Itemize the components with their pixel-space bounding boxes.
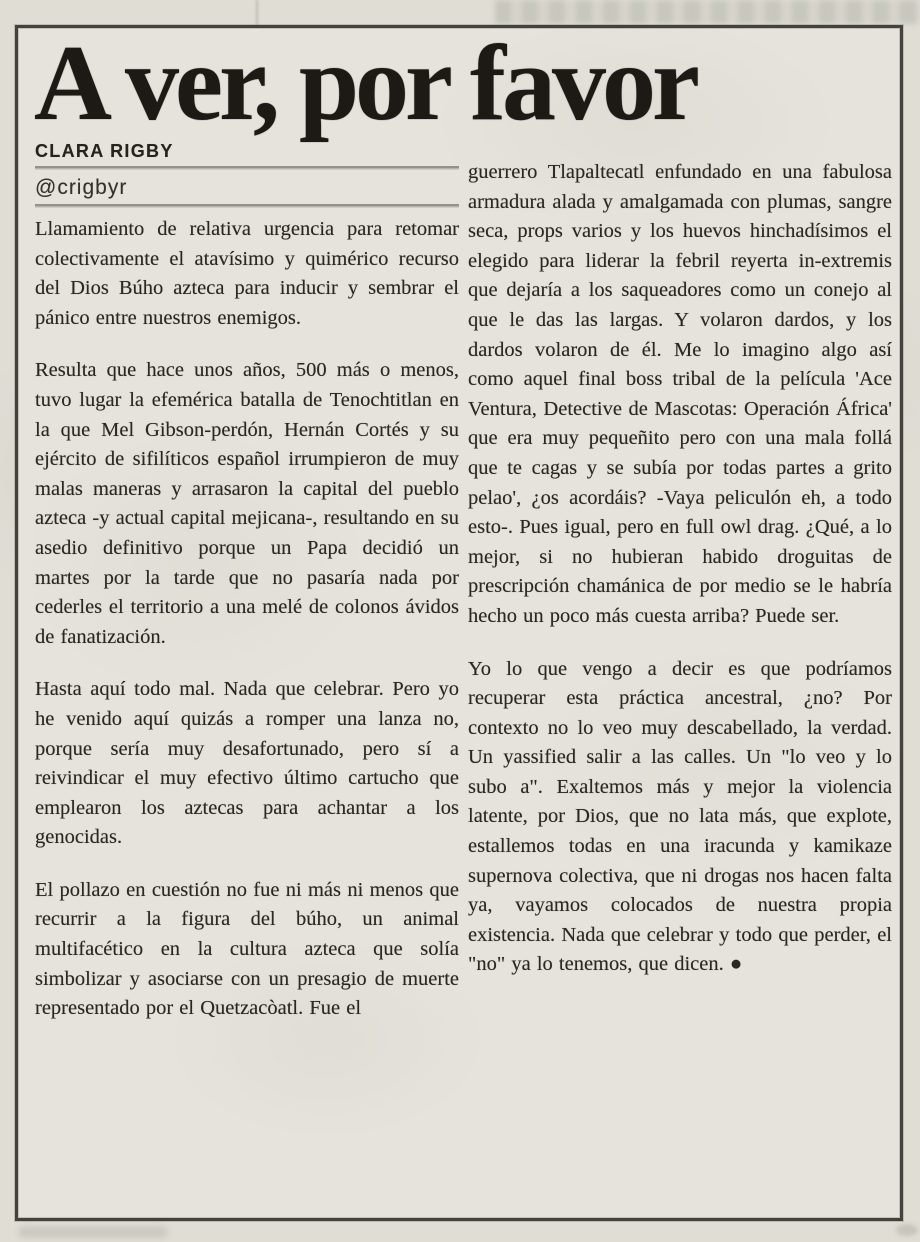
author-name: CLARA RIGBY [35, 141, 174, 161]
left-column [35, 215, 459, 1024]
divider-rule-bottom [35, 204, 459, 206]
article-paragraph: Hasta aquí todo mal. Nada que celebrar. Pero yo he venido aquí quizás a romper una lanza no, porque sería muy desafortunado, pero sí a reivindicar el muy efectivo último cartucho que emplearon los aztecas para achantar a los genocidas. [35, 678, 459, 849]
article-paragraph: Llamamiento de relativa urgencia para retomar colectivamente el atavísimo y quimérico recurso del Dios Búho azteca para inducir y sembrar el pánico entre nuestros enemigos. [35, 218, 459, 329]
right-column [468, 158, 892, 980]
paper-smudge [896, 1224, 918, 1236]
byline-block [35, 141, 459, 206]
article-title: A ver, por favor [34, 24, 696, 143]
page-bleedthrough-bottom [18, 1226, 168, 1238]
page-bleedthrough-top [495, 0, 920, 24]
article-paragraph: Yo lo que vengo a decir es que podríamos recuperar esta práctica ancestral, ¿no? Por contexto no lo veo muy descabellado, la verdad. Un yassified salir a las calles. Un "lo veo y lo subo a". Exaltemos más y mejor la violencia latente, por Dios, que no lata más, que explote, estallemos todas en una iracunda y kamikaze supernova colectiva, que ni drogas nos hacen falta ya, vayamos colocados de nuestra propia existencia. Nada que celebrar y todo que perder, el "no" ya lo tenemos, que dicen. ● [468, 657, 892, 976]
article-paragraph: Resulta que hace unos años, 500 más o menos, tuvo lugar la efemérica batalla de Tenochtitlan en la que Mel Gibson-perdón, Hernán Cortés y su ejército de sifilíticos español irrumpieron de muy malas maneras y arrasaron la capital del pueblo azteca -y actual capital mejicana-, resultando en su asedio definitivo porque un Papa decidió un martes por la tarde que no pasaría nada por cederles el territorio a una melé de colonos ávidos de fanatización. [35, 359, 459, 648]
article-frame [15, 25, 903, 1221]
divider-rule-top [35, 166, 459, 168]
article-paragraph: El pollazo en cuestión no fue ni más ni menos que recurrir a la figura del búho, un animal multifacético en la cultura azteca que solía simbolizar y asociarse con un presagio de muerte representado por el Quetzacòatl. Fue el [35, 878, 459, 1020]
author-handle: @crigbyr [35, 176, 128, 199]
article-paragraph: guerrero Tlapaltecatl enfundado en una fabulosa armadura alada y amalgamada con plumas, sangre seca, props varios y los huevos hinchadísimos el elegido para liderar la febril reyerta in-extremis que dejaría a los saqueadores como un conejo al que le das las largas. Y volaron dardos, y los dardos volaron de él. Me lo imagino algo así como aquel final boss tribal de la película 'Ace Ventura, Detective de Mascotas: Operación África' que era muy pequeñito pero con una mala follá que te cagas y se subía por todas partes a grito pelao', ¿os acordáis? -Vaya peliculón eh, a todo esto-. Pues igual, pero en full owl drag. ¿Qué, a lo mejor, si no hubieran habido droguitas de prescripción chamánica de por medio se le habría hecho un poco más cuesta arriba? Puede ser. [468, 161, 892, 627]
